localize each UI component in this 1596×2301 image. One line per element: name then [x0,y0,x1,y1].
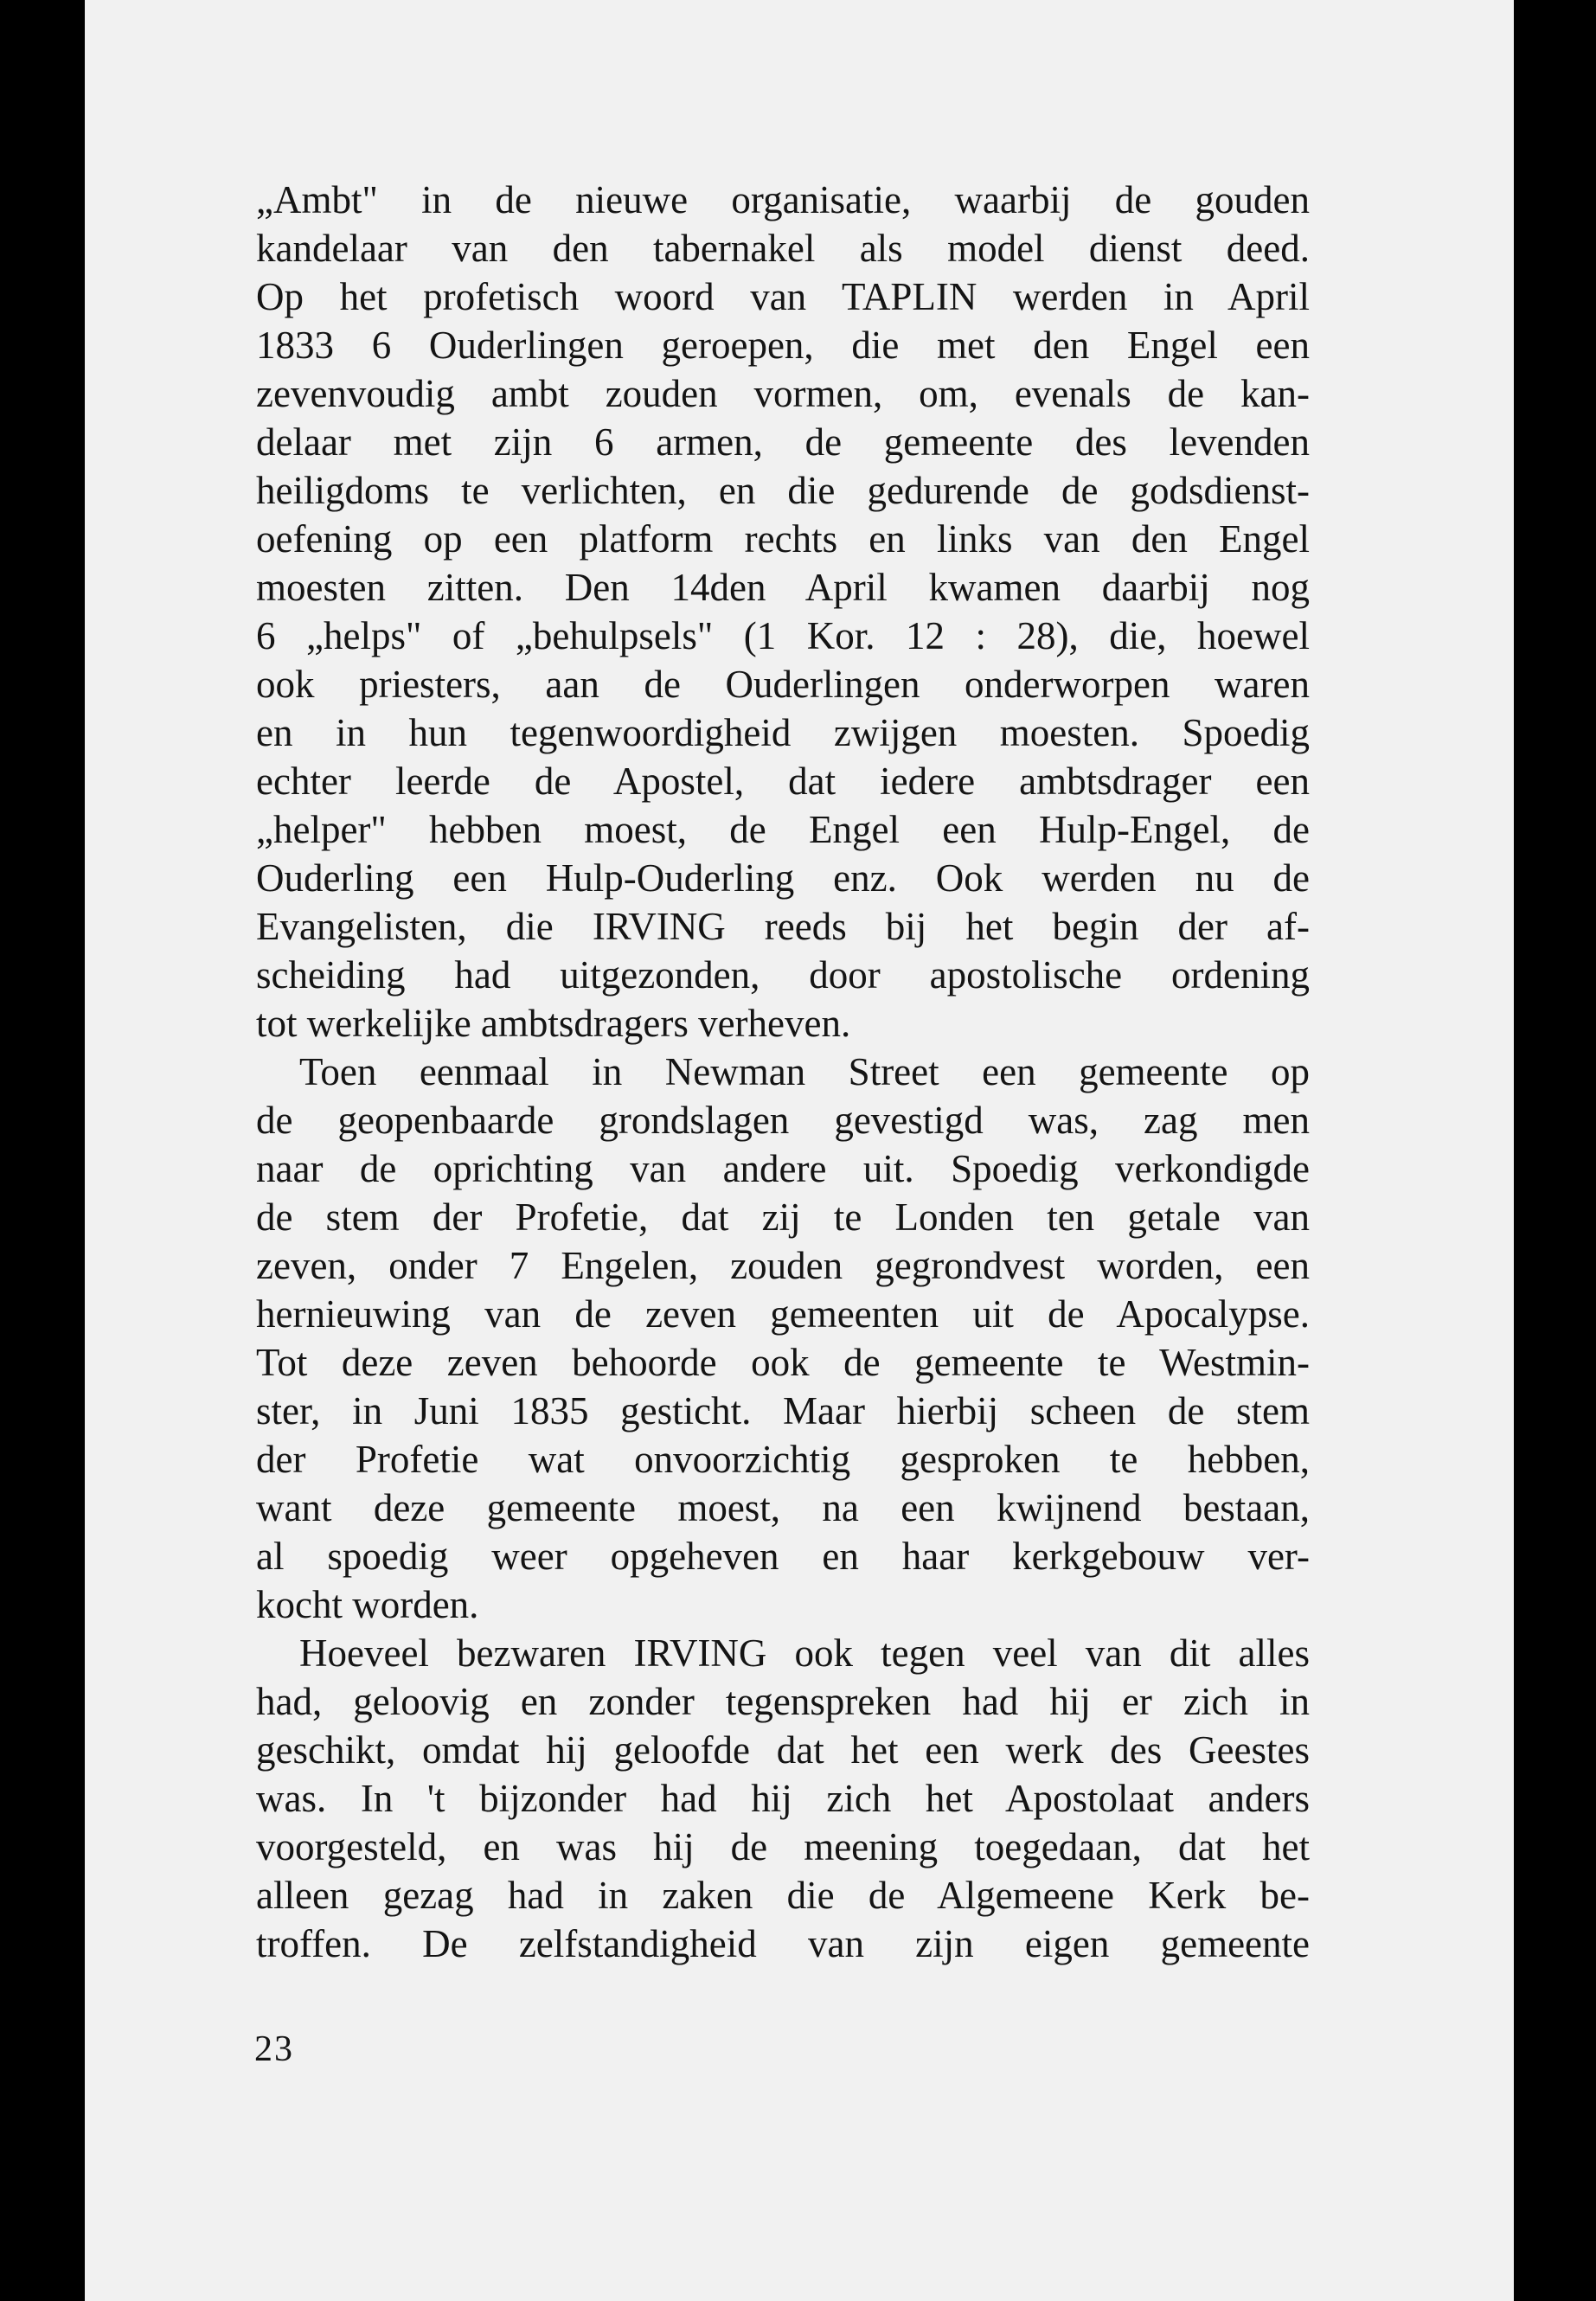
text-line: de stem der Profetie, dat zij te Londen ten getale van [256,1195,1310,1239]
page-number: 23 [254,2029,294,2069]
text-line: kocht worden. [256,1583,479,1626]
text-line: al spoedig weer opgeheven en haar kerkgebouw ver- [256,1535,1310,1578]
text-line: scheiding had uitgezonden, door apostolische ordening [256,953,1310,997]
text-line: 1833 6 Ouderlingen geroepen, die met den Engel een [256,324,1310,367]
text-line: kandelaar van den tabernakel als model dienst deed. [256,227,1310,270]
text-line: der Profetie wat onvoorzichtig gesproken te hebben, [256,1438,1310,1481]
text-line: Toen eenmaal in Newman Street een gemeente op [299,1050,1310,1093]
text-line: „helper" hebben moest, de Engel een Hulp-Engel, de [256,808,1310,851]
body-text [256,176,1310,1968]
text-line: heiligdoms te verlichten, en die gedurende de godsdienst- [256,469,1310,512]
text-line: moesten zitten. Den 14den April kwamen daarbij nog [256,566,1310,609]
text-line: naar de oprichting van andere uit. Spoedig verkondigde [256,1147,1310,1190]
text-line: oefening op een platform rechts en links van den Engel [256,517,1310,561]
text-line: zeven, onder 7 Engelen, zouden gegrondvest worden, een [256,1244,1310,1287]
text-line: delaar met zijn 6 armen, de gemeente des levenden [256,420,1310,464]
text-line: 6 „helps" of „behulpsels" (1 Kor. 12 : 28), die, hoewel [256,614,1310,657]
text-line: de geopenbaarde grondslagen gevestigd was, zag men [256,1099,1310,1142]
text-line: ook priesters, aan de Ouderlingen onderworpen waren [256,663,1310,706]
text-line: ster, in Juni 1835 gesticht. Maar hierbij scheen de stem [256,1389,1310,1433]
book-page [85,0,1514,2301]
text-line: geschikt, omdat hij geloofde dat het een werk des Geestes [256,1728,1310,1772]
text-line: alleen gezag had in zaken die de Algemeene Kerk be- [256,1874,1310,1917]
text-line: tot werkelijke ambtsdragers verheven. [256,1002,851,1045]
text-line: Op het profetisch woord van TAPLIN werden in April [256,275,1310,318]
text-line: voorgesteld, en was hij de meening toegedaan, dat het [256,1825,1310,1868]
text-line: Evangelisten, die IRVING reeds bij het begin der af- [256,905,1310,948]
text-line: hernieuwing van de zeven gemeenten uit de Apocalypse. [256,1292,1310,1336]
text-line: zevenvoudig ambt zouden vormen, om, evenals de kan- [256,372,1310,415]
text-line: Hoeveel bezwaren IRVING ook tegen veel van dit alles [299,1631,1310,1675]
text-line: want deze gemeente moest, na een kwijnend bestaan, [256,1486,1310,1529]
text-line: Ouderling een Hulp-Ouderling enz. Ook werden nu de [256,856,1310,900]
text-line: „Ambt" in de nieuwe organisatie, waarbij de gouden [256,178,1310,221]
text-line: en in hun tegenwoordigheid zwijgen moesten. Spoedig [256,711,1310,754]
text-line: had, geloovig en zonder tegenspreken had hij er zich in [256,1680,1310,1723]
text-line: Tot deze zeven behoorde ook de gemeente te Westmin- [256,1341,1310,1384]
text-line: troffen. De zelfstandigheid van zijn eigen gemeente [256,1922,1310,1965]
text-line: echter leerde de Apostel, dat iedere ambtsdrager een [256,760,1310,803]
text-line: was. In 't bijzonder had hij zich het Apostolaat anders [256,1777,1310,1820]
